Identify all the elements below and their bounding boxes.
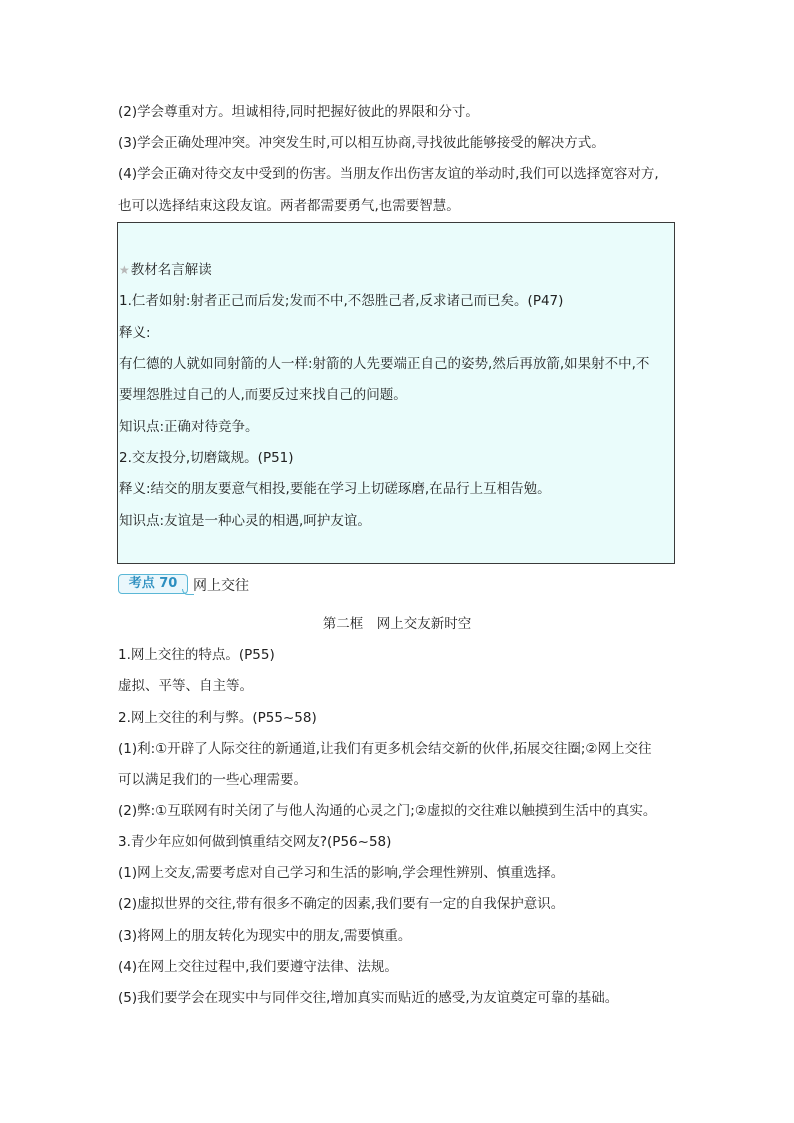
- body-line: 可以满足我们的一些心理需要。: [118, 772, 307, 788]
- quote-line: 2.交友投分,切磨箴规。(P51): [119, 450, 294, 466]
- intro-item-4-continued: 也可以选择结束这段友谊。两者都需要勇气,也需要智慧。: [118, 198, 460, 214]
- body-line: (3)将网上的朋友转化为现实中的朋友,需要慎重。: [118, 928, 412, 944]
- intro-item-2: (2)学会尊重对方。坦诚相待,同时把握好彼此的界限和分寸。: [118, 104, 479, 120]
- body-line: (1)网上交友,需要考虑对自己学习和生活的影响,学会理性辨别、慎重选择。: [118, 865, 565, 881]
- quote-line: 知识点:友谊是一种心灵的相遇,呵护友谊。: [119, 513, 371, 529]
- quote-line: 要埋怨胜过自己的人,而要反过来找自己的问题。: [119, 387, 407, 403]
- body-line: 虚拟、平等、自主等。: [118, 678, 253, 694]
- body-line: (1)利:①开辟了人际交往的新通道,让我们有更多机会结交新的伙伴,拓展交往圈;②网上交往: [118, 741, 652, 757]
- body-line: (2)虚拟世界的交往,带有很多不确定的因素,我们要有一定的自我保护意识。: [118, 896, 565, 912]
- quote-box: [117, 222, 675, 564]
- section-title: 网上交往: [193, 578, 249, 594]
- quote-line: 有仁德的人就如同射箭的人一样:射箭的人先要端正自己的姿势,然后再放箭,如果射不中,不: [119, 356, 650, 372]
- quote-line: 释义:: [119, 325, 151, 341]
- quote-line: 1.仁者如射:射者正己而后发;发而不中,不怨胜己者,反求诸己而已矣。(P47): [119, 293, 564, 309]
- star-icon: ★: [119, 263, 130, 277]
- body-line: 2.网上交往的利与弊。(P55~58): [118, 710, 317, 726]
- quote-line: 释义:结交的朋友要意气相投,要能在学习上切磋琢磨,在品行上互相告勉。: [119, 481, 551, 497]
- body-line: (4)在网上交往过程中,我们要遵守法律、法规。: [118, 959, 398, 975]
- section-subtitle: 第二框 网上交友新时空: [322, 616, 472, 632]
- quote-box-heading: [119, 260, 212, 280]
- body-line: 1.网上交往的特点。(P55): [118, 647, 275, 663]
- intro-item-4: (4)学会正确对待交友中受到的伤害。当朋友作出伤害友谊的举动时,我们可以选择宽容对方,: [118, 166, 659, 182]
- quote-box-title: 教材名言解读: [130, 262, 212, 278]
- body-line: (2)弊:①互联网有时关闭了与他人沟通的心灵之门;②虚拟的交往难以触摸到生活中的真实。: [118, 803, 657, 819]
- kaodian-badge: 考点 70: [118, 574, 188, 594]
- quote-line: 知识点:正确对待竞争。: [119, 419, 259, 435]
- body-line: 3.青少年应如何做到慎重结交网友?(P56~58): [118, 834, 392, 850]
- body-line: (5)我们要学会在现实中与同伴交往,增加真实而贴近的感受,为友谊奠定可靠的基础。: [118, 990, 619, 1006]
- intro-item-3: (3)学会正确处理冲突。冲突发生时,可以相互协商,寻找彼此能够接受的解决方式。: [118, 135, 605, 151]
